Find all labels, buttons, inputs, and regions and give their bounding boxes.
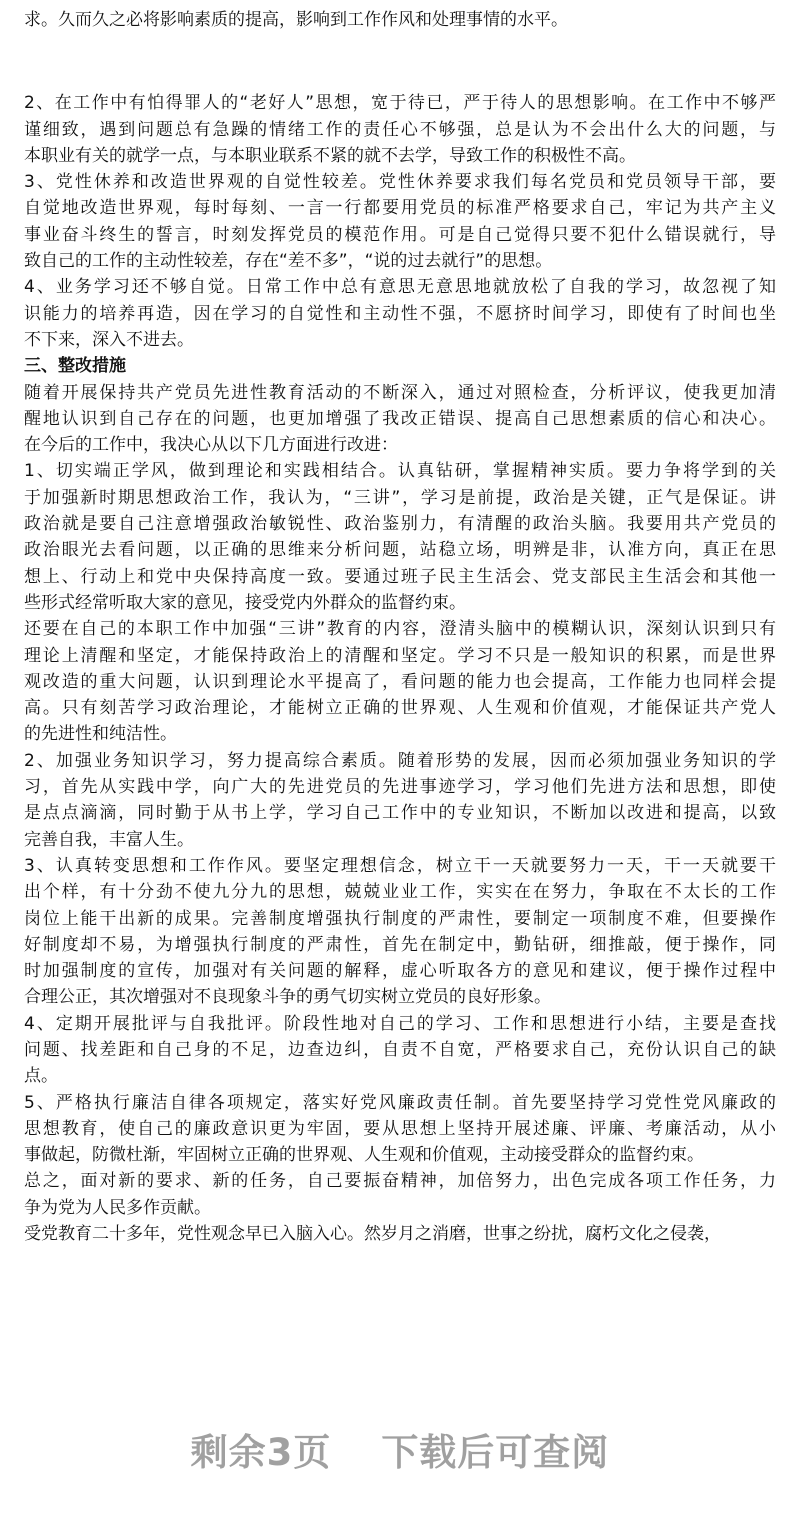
remaining-pages-label: 剩余3页: [190, 1431, 332, 1474]
text-line: 理论上清醒和坚定，才能保持政治上的清醒和坚定。学习不只是一般知识的积累，而是世界: [24, 645, 776, 666]
text-line: 随着开展保持共产党员先进性教育活动的不断深入，通过对照检查，分析评议，使我更加清: [24, 382, 776, 403]
paragraph: [24, 853, 776, 1011]
text-line: 习，首先从实践中学，向广大的先进党员的先进事迹学习，学习他们先进方法和思想，即使: [24, 777, 776, 798]
text-line: 事做起，防微杜渐，牢固树立正确的世界观、人生观和价值观，主动接受群众的监督约束。: [24, 1145, 704, 1166]
text-line: 于加强新时期思想政治工作，我认为，“三讲”，学习是前提，政治是关键，正气是保证。讲: [24, 487, 776, 508]
text-line: 受党教育二十多年，党性观念早已入脑入心。然岁月之消磨，世事之纷扰，腐朽文化之侵袭，: [24, 1224, 721, 1245]
text-line: 点。: [24, 1066, 58, 1087]
text-line: 思想教育，使自己的廉政意识更为牢固，要从思想上坚持开展述廉、评廉、考廉活动，从小: [24, 1118, 776, 1139]
paragraph: [24, 1221, 776, 1247]
text-line: 3、认真转变思想和工作作风。要坚定理想信念，树立干一天就要努力一天，干一天就要干: [24, 855, 776, 876]
text-line: 总之，面对新的要求、新的任务，自己要振奋精神，加倍努力，出色完成各项工作任务，力: [24, 1171, 776, 1192]
download-prompt[interactable]: [0, 1422, 800, 1476]
text-line: 是点点滴滴，同时勤于从书上学，学习自己工作中的专业知识，不断加以改进和提高，以致: [24, 803, 776, 824]
text-line: 三、整改措施: [24, 356, 126, 377]
paragraph: [24, 748, 776, 853]
text-line: 的先进性和纯洁性。: [24, 724, 177, 745]
paragraph: [24, 274, 776, 353]
text-line: 2、加强业务知识学习，努力提高综合素质。随着形势的发展，因而必须加强业务知识的学: [24, 750, 776, 771]
text-line: 出个样，有十分劲不使九分九的思想，兢兢业业工作，实实在在努力，争取在不太长的工作: [24, 882, 776, 903]
text-line: 政治眼光去看问题，以正确的思维来分析问题，站稳立场，明辨是非，认准方向，真正在思: [24, 540, 776, 561]
paragraph: [24, 380, 776, 459]
text-line: 致自己的工作的主动性较差，存在“差不多”，“说的过去就行”的思想。: [24, 251, 553, 272]
download-to-view-label[interactable]: 下载后可查阅: [381, 1431, 610, 1474]
text-line: 岗位上能干出新的成果。完善制度增强执行制度的严肃性，要制定一项制度不难，但要操作: [24, 908, 776, 929]
text-line: 想上、行动上和党中央保持高度一致。要通过班子民主生活会、党支部民主生活会和其他一: [24, 566, 776, 587]
text-line: 1、切实端正学风，做到理论和实践相结合。认真钻研，掌握精神实质。要力争将学到的关: [24, 461, 776, 482]
text-line: 求。久而久之必将影响素质的提高，影响到工作作风和处理事情的水平。: [24, 10, 568, 30]
paragraph: [24, 458, 776, 616]
text-line: 识能力的培养再造，因在学习的自觉性和主动性不强，不愿挤时间学习，即使有了时间也坐: [24, 303, 776, 324]
text-line: 4、定期开展批评与自我批评。阶段性地对自己的学习、工作和思想进行小结，主要是查找: [24, 1013, 776, 1034]
text-line: 争为党为人民多作贡献。: [24, 1197, 211, 1218]
text-line: 2、在工作中有怕得罪人的“老好人”思想，宽于待已，严于待人的思想影响。在工作中不够严: [24, 93, 776, 114]
paragraph: [24, 7, 776, 33]
text-line: 还要在自己的本职工作中加强“三讲”教育的内容，澄清头脑中的模糊认识，深刻认识到只有: [24, 619, 776, 640]
text-line: 观改造的重大问题，认识到理论水平提高了，看问题的能力也会提高，工作能力也同样会提: [24, 671, 776, 692]
text-line: 不下来，深入不进去。: [24, 329, 194, 350]
text-line: 醒地认识到自己存在的问题，也更加增强了我改正错误、提高自己思想素质的信心和决心。: [24, 408, 776, 429]
paragraph-gap: [24, 33, 776, 90]
paragraph: [24, 1168, 776, 1221]
text-line: 本职业有关的就学一点，与本职业联系不紧的就不去学，导致工作的积极性不高。: [24, 145, 636, 166]
paragraph: [24, 169, 776, 274]
text-line: 时加强制度的宣传，加强对有关问题的解释，虚心听取各方的意见和建议，便于操作过程中: [24, 961, 776, 982]
text-line: 问题、找差距和自己身的不足，边查边纠，自责不自宽，严格要求自己，充份认识自己的缺: [24, 1039, 776, 1060]
document-body: [24, 7, 776, 1247]
text-line: 好制度却不易，为增强执行制度的严肃性，首先在制定中，勤钻研，细推敲，便于操作，同: [24, 934, 776, 955]
text-line: 4、业务学习还不够自觉。日常工作中总有意思无意思地就放松了自我的学习，故忽视了知: [24, 277, 776, 298]
text-line: 5、严格执行廉洁自律各项规定，落实好党风廉政责任制。首先要坚持学习党性党风廉政的: [24, 1092, 776, 1113]
text-line: 政治就是要自己注意增强政治敏锐性、政治鉴别力，有清醒的政治头脑。我要用共产党员的: [24, 514, 776, 535]
text-line: 3、党性休养和改造世界观的自觉性较差。党性休养要求我们每名党员和党员领导干部，要: [24, 172, 776, 193]
text-line: 在今后的工作中，我决心从以下几方面进行改进：: [24, 435, 398, 456]
paragraph: [24, 616, 776, 747]
text-line: 完善自我，丰富人生。: [24, 829, 194, 850]
text-line: 高。只有刻苦学习政治理论，才能树立正确的世界观、人生观和价值观，才能保证共产党人: [24, 698, 776, 719]
text-line: 合理公正，其次增强对不良现象斗争的勇气切实树立党员的良好形象。: [24, 987, 551, 1008]
paragraph: [24, 90, 776, 169]
text-line: 些形式经常听取大家的意见，接受党内外群众的监督约束。: [24, 592, 466, 613]
section-heading: [24, 353, 776, 379]
paragraph: [24, 1090, 776, 1169]
text-line: 自觉地改造世界观，每时每刻、一言一行都要用党员的标准严格要求自己，牢记为共产主义: [24, 198, 776, 219]
text-line: 事业奋斗终生的誓言，时刻发挥党员的模范作用。可是自己觉得只要不犯什么错误就行，导: [24, 224, 776, 245]
text-line: 谨细致，遇到问题总有急躁的情绪工作的责任心不够强，总是认为不会出什么大的问题，与: [24, 119, 776, 140]
paragraph: [24, 1011, 776, 1090]
